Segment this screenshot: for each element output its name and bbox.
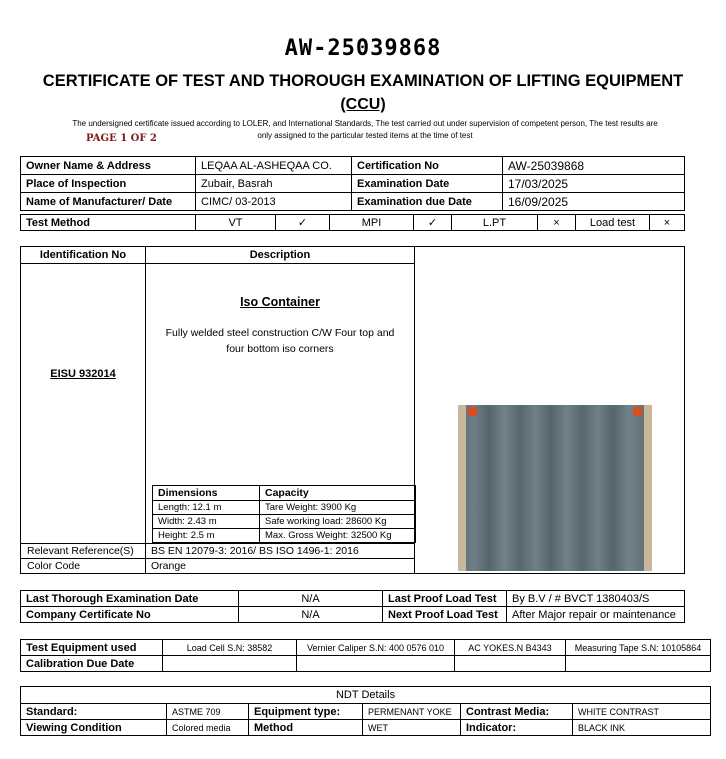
next-proof-value: After Major repair or maintenance bbox=[507, 607, 685, 623]
manufacturer-label: Name of Manufacturer/ Date bbox=[21, 193, 196, 211]
load-cell-value: Load Cell S.N: 38582 bbox=[163, 640, 297, 656]
mpi-label: MPI bbox=[330, 215, 414, 231]
corner-fitting-right-icon bbox=[633, 407, 642, 416]
ac-yoke-value: AC YOKES.N B4343 bbox=[455, 640, 566, 656]
ndt-details-table bbox=[20, 686, 711, 736]
last-proof-value: By B.V / # BVCT 1380403/S bbox=[507, 591, 685, 607]
exam-date-value: 17/03/2025 bbox=[503, 175, 685, 193]
company-cert-label: Company Certificate No bbox=[21, 607, 239, 623]
certificate-title: CERTIFICATE OF TEST AND THOROUGH EXAMINATION OF LIFTING EQUIPMENT bbox=[42, 72, 684, 90]
color-code-value: Orange bbox=[151, 560, 187, 572]
last-exam-label: Last Thorough Examination Date bbox=[21, 591, 239, 607]
item-description-line-1: Fully welded steel construction C/W Four top and bbox=[165, 327, 395, 339]
page-number: PAGE 1 OF 2 bbox=[86, 133, 157, 144]
viewing-condition-label: Viewing Condition bbox=[21, 720, 167, 736]
dimensions-header: Dimensions bbox=[153, 486, 260, 501]
mpi-check-icon: ✓ bbox=[414, 215, 452, 231]
cert-value: AW-25039868 bbox=[503, 157, 685, 175]
container-photo bbox=[458, 405, 652, 571]
description-header: Description bbox=[249, 249, 311, 261]
indicator-label: Indicator: bbox=[461, 720, 573, 736]
identification-number: EISU 932014 bbox=[50, 368, 116, 380]
owner-value: LEQAA AL-ASHEQAA CO. bbox=[196, 157, 352, 175]
test-method-label: Test Method bbox=[21, 215, 196, 231]
method-value: WET bbox=[363, 720, 461, 736]
measuring-tape-value: Measuring Tape S.N: 10105864 bbox=[566, 640, 711, 656]
certificate-subtitle: (CCU) bbox=[340, 96, 386, 113]
item-title: Iso Container bbox=[240, 295, 320, 309]
due-date-value: 16/09/2025 bbox=[503, 193, 685, 211]
id-header: Identification No bbox=[39, 249, 127, 261]
equipment-type-value: PERMENANT YOKE bbox=[363, 704, 461, 720]
corner-fitting-left-icon bbox=[468, 407, 477, 416]
calibration-due-label: Calibration Due Date bbox=[21, 656, 163, 672]
exam-date-label: Examination Date bbox=[352, 175, 503, 193]
vernier-caliper-value: Vernier Caliper S.N: 400 0576 010 bbox=[297, 640, 455, 656]
reference-value: BS EN 12079-3: 2016/ BS ISO 1496-1: 2016 bbox=[151, 545, 359, 557]
cert-label: Certification No bbox=[352, 157, 503, 175]
color-code-label: Color Code bbox=[27, 560, 81, 572]
length-value: Length: 12.1 m bbox=[153, 501, 260, 515]
swl-value: Safe working load: 28600 Kg bbox=[260, 515, 416, 529]
reference-label: Relevant Reference(S) bbox=[27, 545, 134, 557]
next-proof-label: Next Proof Load Test bbox=[383, 607, 507, 623]
last-exam-value: N/A bbox=[239, 591, 383, 607]
indicator-value: BLACK INK bbox=[573, 720, 711, 736]
ndt-title: NDT Details bbox=[21, 687, 711, 704]
last-proof-label: Last Proof Load Test bbox=[383, 591, 507, 607]
tare-weight-value: Tare Weight: 3900 Kg bbox=[260, 501, 416, 515]
test-equipment-table bbox=[20, 639, 711, 672]
examination-history-table bbox=[20, 590, 685, 623]
certificate-number: AW-25039868 bbox=[284, 36, 442, 61]
intro-line-2: only assigned to the particular tested items at the time of test bbox=[257, 131, 473, 140]
intro-line-1: The undersigned certificate issued according to LOLER, and International Standards, The test carried out under supervision of competent person, The test results are bbox=[72, 119, 658, 128]
lpt-cross-icon: × bbox=[538, 215, 576, 231]
test-equipment-label: Test Equipment used bbox=[21, 640, 163, 656]
vt-check-icon: ✓ bbox=[276, 215, 330, 231]
height-value: Height: 2.5 m bbox=[153, 529, 260, 543]
item-description-line-2: four bottom iso corners bbox=[226, 343, 334, 355]
place-value: Zubair, Basrah bbox=[196, 175, 352, 193]
width-value: Width: 2.43 m bbox=[153, 515, 260, 529]
place-label: Place of Inspection bbox=[21, 175, 196, 193]
company-cert-value: N/A bbox=[239, 607, 383, 623]
test-method-table bbox=[20, 214, 685, 231]
load-test-cross-icon: × bbox=[650, 215, 685, 231]
owner-label: Owner Name & Address bbox=[21, 157, 196, 175]
gross-weight-value: Max. Gross Weight: 32500 Kg bbox=[260, 529, 416, 543]
contrast-media-value: WHITE CONTRAST bbox=[573, 704, 711, 720]
equipment-type-label: Equipment type: bbox=[249, 704, 363, 720]
lpt-label: L.PT bbox=[452, 215, 538, 231]
standard-label: Standard: bbox=[21, 704, 167, 720]
due-date-label: Examination due Date bbox=[352, 193, 503, 211]
method-label: Method bbox=[249, 720, 363, 736]
standard-value: ASTME 709 bbox=[167, 704, 249, 720]
load-test-label: Load test bbox=[576, 215, 650, 231]
viewing-condition-value: Colored media bbox=[167, 720, 249, 736]
capacity-header: Capacity bbox=[260, 486, 416, 501]
vt-label: VT bbox=[196, 215, 276, 231]
certificate-info-table bbox=[20, 156, 685, 211]
contrast-media-label: Contrast Media: bbox=[461, 704, 573, 720]
item-description bbox=[146, 325, 414, 357]
dimensions-capacity-table bbox=[152, 485, 416, 543]
manufacturer-value: CIMC/ 03-2013 bbox=[196, 193, 352, 211]
